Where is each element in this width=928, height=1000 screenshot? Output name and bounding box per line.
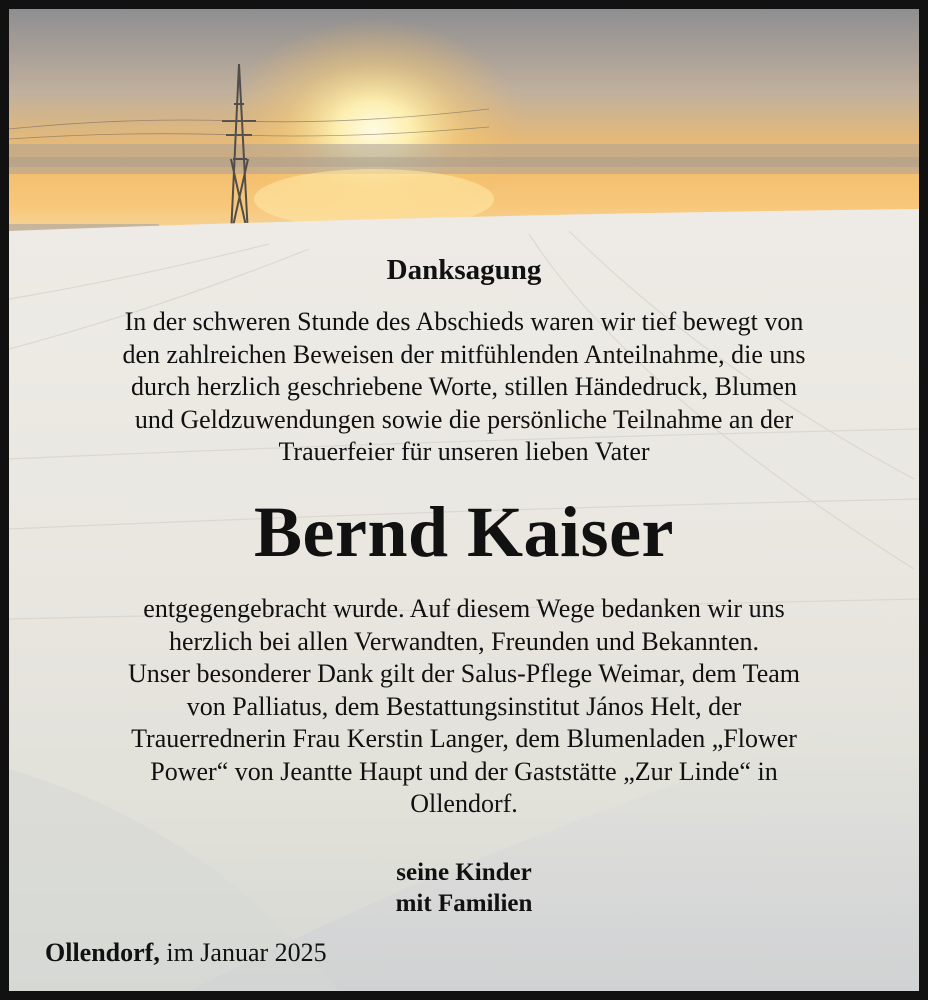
place-and-date: [45, 937, 327, 969]
intro-line: In der schweren Stunde des Abschieds waren wir tief bewegt von: [124, 307, 804, 336]
intro-line: und Geldzuwendungen sowie die persönliche Teilnahme an der: [134, 404, 794, 434]
signature-line-2: mit Familien: [395, 890, 533, 917]
thanks-line: Ollendorf.: [410, 789, 518, 818]
thanks-line: von Palliatus, dem Bestattungsinstitut János Helt, der: [186, 691, 742, 721]
notice-content: [9, 9, 919, 991]
thanks-line: entgegengebracht wurde. Auf diesem Wege bedanken wir uns: [143, 594, 785, 623]
notice-heading: Danksagung: [386, 254, 542, 286]
signature-line-1: seine Kinder: [396, 859, 532, 886]
thanks-line: Trauerrednerin Frau Kerstin Langer, dem Blumenladen „Flower: [131, 724, 797, 753]
intro-line: Trauerfeier für unseren lieben Vater: [278, 437, 650, 466]
thanks-line: Power“ von Jeantte Haupt und der Gaststätte „Zur Linde“ in: [150, 756, 778, 786]
intro-line: durch herzlich geschriebene Worte, stillen Händedruck, Blumen: [131, 372, 797, 401]
thanks-paragraph: [39, 593, 889, 821]
intro-paragraph: [39, 306, 889, 469]
thanks-line: Unser besonderer Dank gilt der Salus-Pflege Weimar, dem Team: [127, 659, 801, 688]
deceased-name: Bernd Kaiser: [254, 492, 674, 572]
date-text: im Januar 2025: [166, 938, 327, 967]
place-name: Ollendorf,: [45, 938, 160, 967]
signature-block: [9, 857, 919, 919]
thanks-line: herzlich bei allen Verwandten, Freunden und Bekannten.: [168, 626, 760, 656]
intro-line: den zahlreichen Beweisen der mitfühlenden Anteilnahme, die uns: [122, 339, 806, 369]
